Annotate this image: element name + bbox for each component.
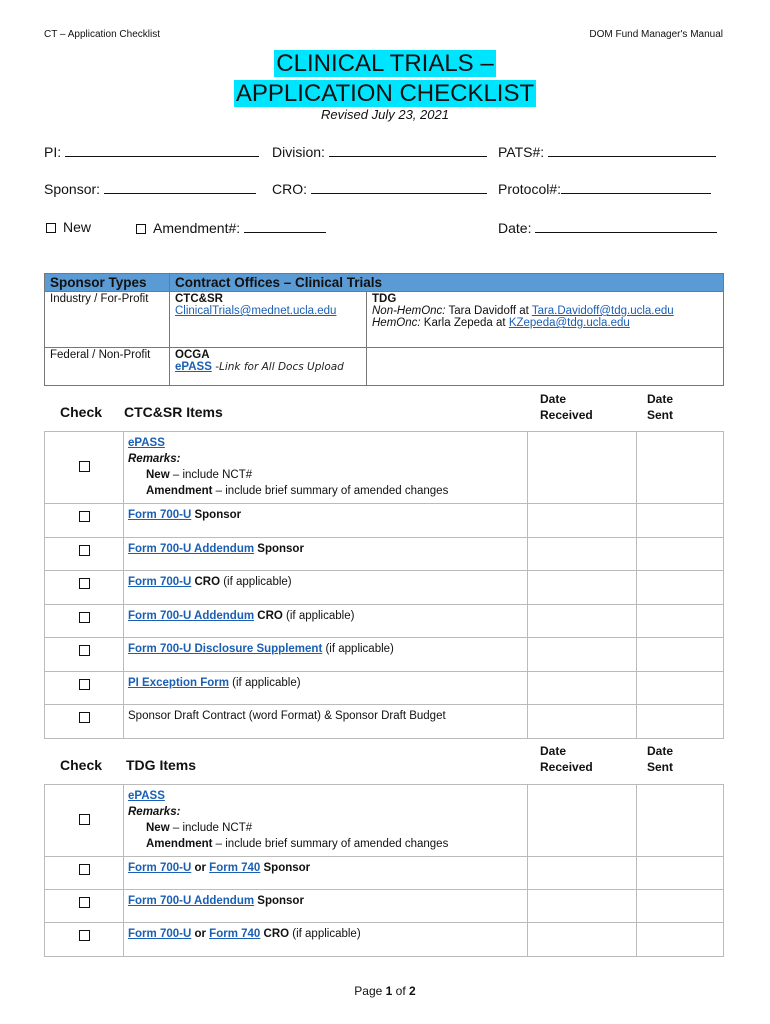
tdg-nonhem-email-link[interactable]: Tara.Davidoff@tdg.ucla.edu	[531, 305, 674, 317]
date-sent-cell[interactable]	[637, 785, 724, 857]
date-received-cell[interactable]	[528, 504, 637, 538]
date-received-cell[interactable]	[528, 432, 637, 504]
date-sent-cell[interactable]	[637, 605, 724, 638]
table-row: Form 700-U Addendum Sponsor	[45, 538, 724, 571]
tdg-check-header: Check	[60, 757, 103, 773]
checkbox[interactable]	[79, 612, 90, 623]
date-received-cell[interactable]	[528, 571, 637, 605]
ctcsr-check-header: Check	[60, 404, 103, 420]
epass-link[interactable]: ePASS	[128, 790, 165, 802]
checkbox[interactable]	[79, 645, 90, 656]
item-link[interactable]: Form 700-U Addendum	[128, 895, 255, 907]
checkbox-icon	[136, 224, 146, 234]
date-sent-cell[interactable]	[637, 672, 724, 705]
sponsor-types-table	[44, 273, 724, 386]
table-row: Form 700-U Disclosure Supplement (if applicable)	[45, 638, 724, 672]
header-left: CT – Application Checklist	[44, 29, 160, 40]
ctcsr-items-table	[44, 431, 724, 739]
amendment-field[interactable]: Amendment#:	[136, 219, 326, 236]
page-title-line2: APPLICATION CHECKLIST	[235, 80, 535, 107]
tdg-date-received-header: Date Received	[540, 744, 593, 774]
ocga-epass-link[interactable]: ePASS	[175, 361, 212, 373]
pats-field[interactable]: PATS#:	[498, 143, 716, 160]
date-sent-cell[interactable]	[637, 638, 724, 672]
date-received-cell[interactable]	[528, 672, 637, 705]
date-sent-cell[interactable]	[637, 705, 724, 739]
date-sent-cell[interactable]	[637, 432, 724, 504]
date-sent-cell[interactable]	[637, 538, 724, 571]
item-link[interactable]: Form 700-U	[128, 576, 192, 588]
table-row: Form 700-U Addendum CRO (if applicable)	[45, 605, 724, 638]
checkbox[interactable]	[79, 461, 90, 472]
date-received-cell[interactable]	[528, 785, 637, 857]
item-link[interactable]: Form 700-U	[128, 509, 192, 521]
date-received-cell[interactable]	[528, 923, 637, 957]
new-checkbox[interactable]: New	[46, 219, 91, 235]
tdg-date-sent-header: Date Sent	[647, 744, 674, 774]
ctcsr-cell: CTC&SR ClinicalTrials@mednet.ucla.edu	[170, 292, 367, 348]
cro-field[interactable]: CRO:	[272, 180, 487, 197]
table-row: Sponsor Draft Contract (word Format) & Sponsor Draft Budget	[45, 705, 724, 739]
page-number: Page 1 of 2	[354, 984, 416, 998]
item-link[interactable]: Form 740	[209, 928, 261, 940]
division-field[interactable]: Division:	[272, 143, 487, 160]
col-sponsor-types: Sponsor Types	[45, 274, 170, 292]
checkbox[interactable]	[79, 864, 90, 875]
ctcsr-date-sent-header: Date Sent	[647, 392, 674, 422]
table-row: ePASS Remarks: New – include NCT# Amendment – include brief summary of amended changes	[45, 432, 724, 504]
table-row: Form 700-U Addendum Sponsor	[45, 890, 724, 923]
ctcsr-date-received-header: Date Received	[540, 392, 593, 422]
date-received-cell[interactable]	[528, 605, 637, 638]
date-received-cell[interactable]	[528, 705, 637, 739]
item-link[interactable]: Form 740	[209, 862, 261, 874]
checkbox[interactable]	[79, 679, 90, 690]
tdg-items-header: TDG Items	[126, 757, 197, 773]
item-link[interactable]: PI Exception Form	[128, 677, 229, 689]
checkbox[interactable]	[79, 897, 90, 908]
checkbox[interactable]	[79, 712, 90, 723]
tdg-items-table	[44, 784, 724, 957]
ctcsr-email-link[interactable]: ClinicalTrials@mednet.ucla.edu	[175, 305, 337, 317]
sponsor-field[interactable]: Sponsor:	[44, 180, 256, 197]
table-row: Form 700-U or Form 740 Sponsor	[45, 857, 724, 890]
checkbox-icon	[46, 223, 56, 233]
checkbox[interactable]	[79, 545, 90, 556]
table-row: Form 700-U or Form 740 CRO (if applicable)	[45, 923, 724, 957]
item-link[interactable]: Form 700-U Disclosure Supplement	[128, 643, 323, 655]
page-title-line1: CLINICAL TRIALS –	[276, 50, 494, 77]
item-link[interactable]: Form 700-U	[128, 862, 192, 874]
table-row: ePASS Remarks: New – include NCT# Amendment – include brief summary of amended changes	[45, 785, 724, 857]
checkbox[interactable]	[79, 578, 90, 589]
item-link[interactable]: Form 700-U Addendum	[128, 543, 255, 555]
checkbox[interactable]	[79, 930, 90, 941]
item-link[interactable]: Form 700-U	[128, 928, 192, 940]
ctcsr-items-header: CTC&SR Items	[124, 404, 223, 420]
table-row: PI Exception Form (if applicable)	[45, 672, 724, 705]
date-sent-cell[interactable]	[637, 923, 724, 957]
date-received-cell[interactable]	[528, 638, 637, 672]
item-link[interactable]: Form 700-U Addendum	[128, 610, 255, 622]
header-right: DOM Fund Manager's Manual	[589, 29, 723, 40]
date-sent-cell[interactable]	[637, 504, 724, 538]
checkbox[interactable]	[79, 814, 90, 825]
date-received-cell[interactable]	[528, 538, 637, 571]
ocga-cell: OCGA ePASS -Link for All Docs Upload	[170, 348, 367, 386]
date-received-cell[interactable]	[528, 857, 637, 890]
checkbox[interactable]	[79, 511, 90, 522]
tdg-cell: TDG Non-HemOnc: Tara Davidoff at Tara.Davidoff@tdg.ucla.edu HemOnc: Karla Zepeda at KZepeda@tdg.ucla.edu	[367, 292, 724, 348]
date-sent-cell[interactable]	[637, 857, 724, 890]
revised-date: Revised July 23, 2021	[321, 107, 449, 122]
protocol-field[interactable]: Protocol#:	[498, 180, 711, 197]
date-received-cell[interactable]	[528, 890, 637, 923]
sponsor-type-industry: Industry / For-Profit	[45, 292, 170, 348]
date-sent-cell[interactable]	[637, 571, 724, 605]
date-sent-cell[interactable]	[637, 890, 724, 923]
table-row: Form 700-U Sponsor	[45, 504, 724, 538]
epass-link[interactable]: ePASS	[128, 437, 165, 449]
col-contract-offices: Contract Offices – Clinical Trials	[170, 274, 724, 292]
date-field[interactable]: Date:	[498, 219, 717, 236]
sponsor-type-federal: Federal / Non-Profit	[45, 348, 170, 386]
tdg-hem-email-link[interactable]: KZepeda@tdg.ucla.edu	[508, 317, 630, 329]
table-row: Form 700-U CRO (if applicable)	[45, 571, 724, 605]
pi-field[interactable]: PI:	[44, 143, 259, 160]
